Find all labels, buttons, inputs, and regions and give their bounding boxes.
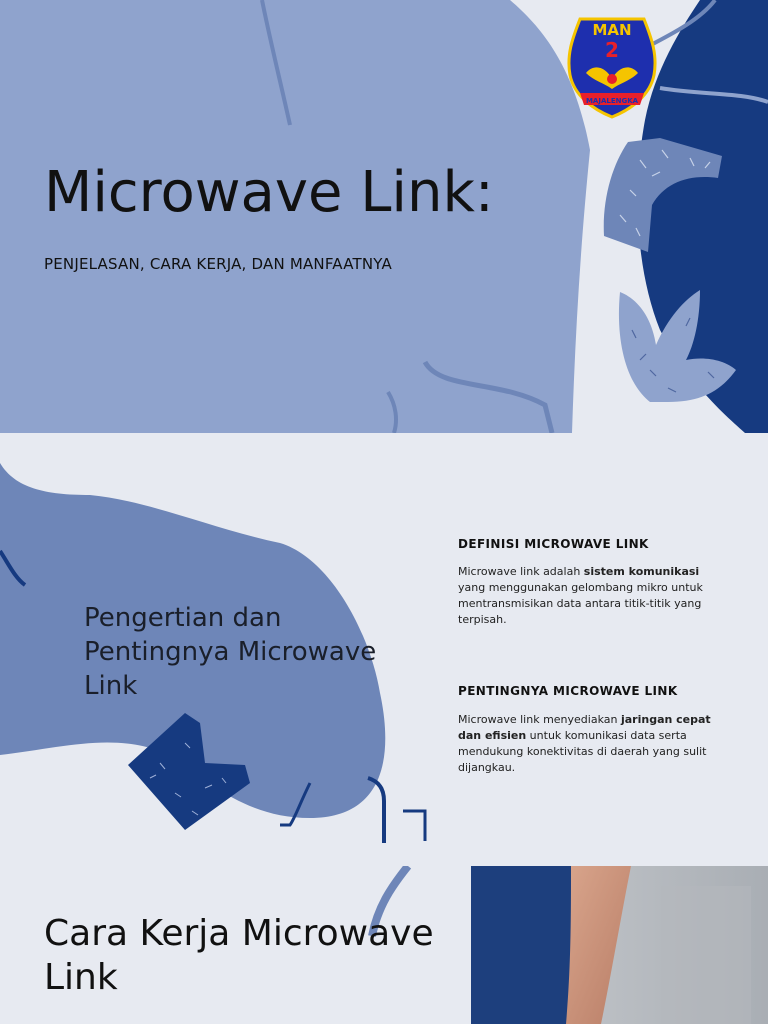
school-logo (566, 15, 658, 119)
slide-title: Cara Kerja Microwave Link (44, 913, 434, 998)
logo-banner-text: MAJALENGKA (585, 97, 639, 105)
slide-subtitle: PENJELASAN, CARA KERJA, DAN MANFAATNYA (44, 255, 392, 273)
photo-image (471, 866, 768, 1024)
how-it-works-slide (0, 866, 768, 1024)
photo-shirt (471, 866, 581, 1024)
slide-title: Pengertian dan Pentingnya Microwave Link (84, 603, 377, 701)
title-slide (0, 0, 768, 433)
logo-top-text: MAN (592, 21, 632, 39)
importance-body: Microwave link menyediakan jaringan cepat dan efisien untuk komunikasi data serta mendukung konektivitas di daerah yang sulit dijangkau. (458, 713, 711, 774)
importance-heading: PENTINGNYA MICROWAVE LINK (458, 684, 678, 698)
slide-title: Microwave Link: (44, 160, 494, 225)
definition-body: Microwave link adalah sistem komunikasi yang menggunakan gelombang mikro untuk mentransmisikan data antara titik-titik yang terpisah. (458, 565, 703, 626)
logo-emblem (607, 74, 617, 84)
definition-slide (0, 433, 768, 866)
logo-number: 2 (605, 38, 619, 62)
definition-heading: DEFINISI MICROWAVE LINK (458, 537, 649, 551)
curve-line (403, 811, 425, 841)
